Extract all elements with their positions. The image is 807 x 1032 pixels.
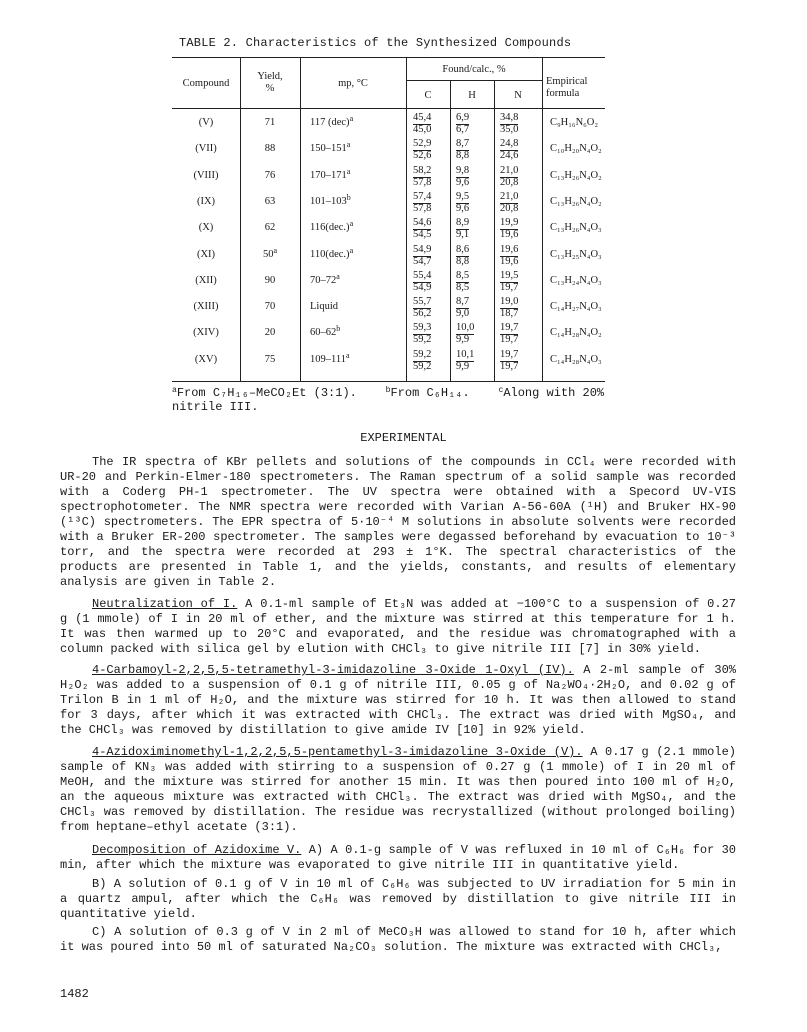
cell-yield	[240, 301, 300, 313]
cell-found-n: 24,8	[500, 138, 519, 149]
carbamoyl-body: A 2-ml sample of 30% H₂O₂ was added to a suspension of 0.1 g of nitrile III, 0.05 g of Na₂WO₄·2H₂O, and 0.02 g of Trilon B in 1 ml of H₂O, and the mixture was stirred for 10 h. It was then allowed to stand for 3 days, after which it was extracted with CHCl₃. The extract was dried with MgSO₄, and the CHCl₃ was removed by distillation to give amide IV [10] in 92% yield.	[60, 663, 736, 737]
paragraph-intro	[60, 455, 736, 590]
cell-calc-c: 59,2	[413, 334, 432, 345]
cell-calc-n: 35,0	[500, 124, 519, 135]
cell-calc-c: 57,8	[413, 177, 432, 188]
cell-found-c: 59,3	[413, 322, 432, 333]
footnote-c: $^c$Along with 20%	[498, 386, 605, 400]
mp-value: 117 (dec)	[310, 117, 350, 128]
cell-yield	[240, 196, 300, 208]
cell-mp	[310, 324, 406, 339]
cell-calc-h: 9,9	[456, 334, 470, 345]
paragraph-carbamoyl	[60, 663, 736, 738]
cell-compound: (VII)	[195, 143, 217, 154]
paragraph-decomposition-b	[60, 877, 736, 922]
cell-calc-n: 19,6	[500, 256, 519, 267]
paragraph-decomposition-c	[60, 925, 736, 955]
mp-value: 110(dec.)	[310, 249, 350, 260]
cell-found-h: 10,0	[456, 322, 475, 333]
cell-mp	[310, 140, 406, 155]
yield-value: 62	[264, 222, 276, 233]
cell-calc-h: 6,7	[456, 124, 470, 135]
footnote-c-cont: nitrile III.	[172, 400, 259, 414]
cell-found-n: 19,7	[500, 349, 519, 360]
cell-yield	[240, 222, 300, 234]
table-header-rule	[172, 108, 605, 109]
col-separator	[406, 57, 407, 381]
cell-found-n: 21,0	[500, 191, 519, 202]
cell-calc-n: 19,7	[500, 361, 519, 372]
cell-calc-c: 52,6	[413, 150, 432, 161]
cell-mp	[310, 351, 406, 366]
decomposition-b-text: B) A solution of 0.1 g of V in 10 ml of C₆H₆ was subjected to UV irradiation for 5 min in a quartz ampul, after which the C₆H₆ was removed by distillation to give nitrile III in quantitative yield.	[60, 877, 736, 921]
decomposition-c-text: C) A solution of 0.3 g of V in 2 ml of MeCO₃H was allowed to stand for 10 h, after which it was poured into 50 ml of saturated Na₂CO₃ solution. The mixture was extracted with CHCl₃,	[60, 925, 736, 954]
cell-compound: (XII)	[195, 275, 217, 286]
mp-footnote-mark: b	[346, 193, 351, 202]
cell-found-h: 8,9	[456, 217, 470, 228]
footnote-a: $^a$From C₇H₁₆–MeCO₂Et (3:1).	[172, 386, 357, 400]
cell-yield	[240, 327, 300, 339]
cell-compound: (XIII)	[193, 301, 219, 312]
cell-found-c: 57,4	[413, 191, 432, 202]
cell-found-h: 9,8	[456, 165, 470, 176]
cell-calc-n: 24,6	[500, 150, 519, 161]
cell-compound: (XV)	[194, 354, 218, 365]
cell-formula: C₁₄H₂₈N₄O₃	[550, 354, 602, 365]
paragraph-decomposition	[60, 843, 736, 873]
cell-calc-c: 54,5	[413, 229, 432, 240]
cell-found-h: 8,6	[456, 244, 470, 255]
cell-calc-h: 8,5	[456, 282, 470, 293]
cell-mp	[310, 301, 406, 313]
cell-calc-h: 9,6	[456, 177, 470, 188]
cell-found-c: 54,6	[413, 217, 432, 228]
cell-found-n: 19,5	[500, 270, 519, 281]
mp-value: 101–103	[310, 196, 347, 207]
yield-value: 50	[262, 249, 274, 260]
cell-compound: (X)	[198, 222, 214, 233]
cell-found-n: 19,0	[500, 296, 519, 307]
mp-footnote-mark: a	[349, 219, 354, 228]
yield-value: 20	[264, 327, 276, 338]
cell-found-c: 59,2	[413, 349, 432, 360]
mp-footnote-mark: a	[349, 246, 354, 255]
neutralization-body: A 0.1-ml sample of Et₃N was added at −100°C to a suspension of 0.27 g (1 mmole) of I in 20 ml of ether, and the mixture was stirred at this temperature for 1 h. It was then warmed up to 20°C and evaporated, and the residue was chromatographed with a column packed with silica gel by elution with CHCl₃ to give nitrile III [7] in 30% yield.	[60, 597, 736, 656]
mp-footnote-mark: a	[336, 272, 340, 281]
yield-value: 63	[264, 196, 276, 207]
section-heading: EXPERIMENTAL	[360, 431, 447, 445]
header-formula: Empirical formula	[546, 76, 588, 99]
cell-found-h: 8,7	[456, 138, 470, 149]
cell-compound: (XI)	[196, 249, 216, 260]
cell-formula: C₁₃H₂₄N₄O₃	[550, 275, 602, 286]
cell-calc-h: 9,9	[456, 361, 470, 372]
header-n: N	[514, 90, 522, 101]
mp-footnote-mark: a	[346, 140, 351, 149]
col-separator	[542, 57, 543, 381]
cell-formula: C₁₃H₂₆N₄O₃	[550, 222, 602, 233]
cell-calc-h: 9,6	[456, 203, 470, 214]
table-top-rule	[172, 57, 605, 58]
cell-calc-h: 8,8	[456, 150, 470, 161]
cell-calc-n: 19,7	[500, 334, 519, 345]
cell-yield	[240, 275, 300, 287]
cell-calc-n: 18,7	[500, 308, 519, 319]
page-number: 1482	[60, 987, 89, 1001]
azidoxime-body: A 0.17 g (2.1 mmole) sample of KN₃ was added with stirring to a suspension of 0.27 g (1 mmole) of I in 20 ml of MeOH, and the mixture was stirred for another 15 min. It was then poured into 100 ml of H₂O, an the aqueous mixture was extracted with CHCl₃. The extract was dried with MgSO₄, and the CHCl₃ was removed by distillation. The residue was recrystallized (without prolonged boiling) from heptane–ethyl acetate (3:1).	[60, 745, 736, 834]
mp-footnote-mark: b	[336, 324, 341, 333]
cell-yield	[240, 143, 300, 155]
cell-mp	[310, 219, 406, 234]
cell-formula: C₁₃H₂₆N₄O₂	[550, 170, 602, 181]
cell-found-c: 55,4	[413, 270, 432, 281]
cell-found-n: 19,7	[500, 322, 519, 333]
col-separator	[494, 80, 495, 381]
cell-found-h: 6,9	[456, 112, 470, 123]
cell-found-n: 21,0	[500, 165, 519, 176]
cell-calc-c: 54,7	[413, 256, 432, 267]
header-mp: mp, °C	[338, 78, 368, 89]
cell-formula: C₁₃H₂₅N₄O₃	[550, 249, 602, 260]
mp-value: 60–62	[310, 327, 337, 338]
yield-value: 90	[264, 275, 276, 286]
cell-found-h: 9,5	[456, 191, 470, 202]
cell-found-c: 55,7	[413, 296, 432, 307]
paragraph-neutralization	[60, 597, 736, 657]
cell-found-c: 52,9	[413, 138, 432, 149]
cell-found-c: 54,9	[413, 244, 432, 255]
cell-compound: (VIII)	[193, 170, 219, 181]
cell-found-h: 8,7	[456, 296, 470, 307]
paragraph-azidoxime	[60, 745, 736, 835]
cell-compound: (XIV)	[193, 327, 219, 338]
cell-yield	[240, 170, 300, 182]
cell-compound: (V)	[198, 117, 214, 128]
azidoxime-title: 4-Azidoximinomethyl-1,2,2,5,5-pentamethyl-3-imidazoline 3-Oxide (V).	[92, 745, 583, 759]
cell-yield	[240, 246, 300, 261]
cell-found-h: 8,5	[456, 270, 470, 281]
cell-formula: C₁₄H₂₇N₄O₃	[550, 301, 602, 312]
decomposition-body: A) A 0.1-g sample of V was refluxed in 10 ml of C₆H₆ for 30 min, after which the mixture was evaporated to give nitrile III in quantitative yield.	[60, 843, 736, 872]
cell-calc-c: 59,2	[413, 361, 432, 372]
cell-formula: C₁₃H₂₆N₄O₂	[550, 196, 602, 207]
cell-found-n: 19,6	[500, 244, 519, 255]
cell-compound: (IX)	[196, 196, 216, 207]
cell-calc-n: 19,7	[500, 282, 519, 293]
cell-calc-h: 8,8	[456, 256, 470, 267]
footnote-b: $^b$From C₆H₁₄.	[385, 386, 470, 400]
col-separator	[300, 57, 301, 381]
header-h: H	[468, 90, 476, 101]
cell-formula: C₁₀H₂₀N₄O₂	[550, 143, 602, 154]
cell-found-c: 58,2	[413, 165, 432, 176]
table-caption: TABLE 2. Characteristics of the Synthesized Compounds	[179, 36, 572, 50]
cell-calc-h: 9,0	[456, 308, 470, 319]
mp-footnote-mark: a	[345, 351, 350, 360]
cell-calc-n: 20,8	[500, 203, 519, 214]
carbamoyl-title: 4-Carbamoyl-2,2,5,5-tetramethyl-3-imidazoline 3-Oxide 1-Oxyl (IV).	[92, 663, 574, 677]
cell-found-n: 34,8	[500, 112, 519, 123]
yield-value: 76	[264, 170, 276, 181]
mp-value: 109–111	[310, 354, 346, 365]
cell-calc-h: 9,1	[456, 229, 470, 240]
cell-formula: C₉H₁₆N₆O₂	[550, 117, 599, 128]
cell-found-n: 19,9	[500, 217, 519, 228]
col-separator	[450, 80, 451, 381]
header-yield: Yield, %	[257, 71, 283, 94]
cell-mp	[310, 246, 406, 261]
yield-value: 70	[264, 301, 276, 312]
cell-calc-c: 54,9	[413, 282, 432, 293]
mp-value: 170–171	[310, 170, 347, 181]
mp-value: 150–151	[310, 143, 347, 154]
yield-value: 71	[264, 117, 276, 128]
header-found-calc: Found/calc., %	[442, 64, 506, 75]
header-compound: Compound	[182, 78, 230, 89]
found-calc-underline	[406, 80, 542, 81]
cell-mp	[310, 114, 406, 129]
cell-calc-c: 56,2	[413, 308, 432, 319]
neutralization-title: Neutralization of I.	[92, 597, 238, 611]
mp-value: 116(dec.)	[310, 222, 350, 233]
cell-yield	[240, 354, 300, 366]
cell-yield	[240, 117, 300, 129]
cell-mp	[310, 193, 406, 208]
decomposition-title: Decomposition of Azidoxime V.	[92, 843, 302, 857]
mp-value: Liquid	[310, 301, 338, 312]
table-footnote	[172, 386, 632, 414]
cell-calc-c: 45,0	[413, 124, 432, 135]
mp-footnote-mark: a	[349, 114, 354, 123]
yield-value: 75	[264, 354, 276, 365]
cell-mp	[310, 272, 406, 287]
table-bottom-rule	[172, 381, 605, 382]
yield-value: 88	[264, 143, 276, 154]
mp-footnote-mark: a	[346, 167, 351, 176]
paragraph-intro-text: The IR spectra of KBr pellets and solutions of the compounds in CCl₄ were recorded with UR-20 and Perkin-Elmer-180 spectrometers. The Raman spectrum of a solid sample was recorded with a Coderg PH-1 spectrometer. The UV spectra were obtained with a Specord UV-VIS spectrophotometer. The NMR spectra were recorded with Varian A-56-60A (¹H) and Bruker HX-90 (¹³C) spectrometers. The EPR spectra of 5·10⁻⁴ M solutions in absolute solvents were recorded with a Bruker ER-200 spectrometer. The samples were degassed beforehand by evacuation to 10⁻³ torr, and the spectra were recorded at 293 ± 1°K. The spectral characteristics of the products are presented in Table 1, and the yields, constants, and results of elementary analysis are given in Table 2.	[60, 455, 736, 589]
cell-mp	[310, 167, 406, 182]
header-c: C	[424, 90, 432, 101]
cell-found-c: 45,4	[413, 112, 432, 123]
cell-formula: C₁₄H₂₈N₄O₂	[550, 327, 602, 338]
cell-calc-n: 20,8	[500, 177, 519, 188]
cell-calc-n: 19,6	[500, 229, 519, 240]
cell-calc-c: 57,8	[413, 203, 432, 214]
mp-value: 70–72	[310, 275, 337, 286]
yield-footnote-mark: a	[273, 246, 278, 255]
cell-found-h: 10,1	[456, 349, 475, 360]
